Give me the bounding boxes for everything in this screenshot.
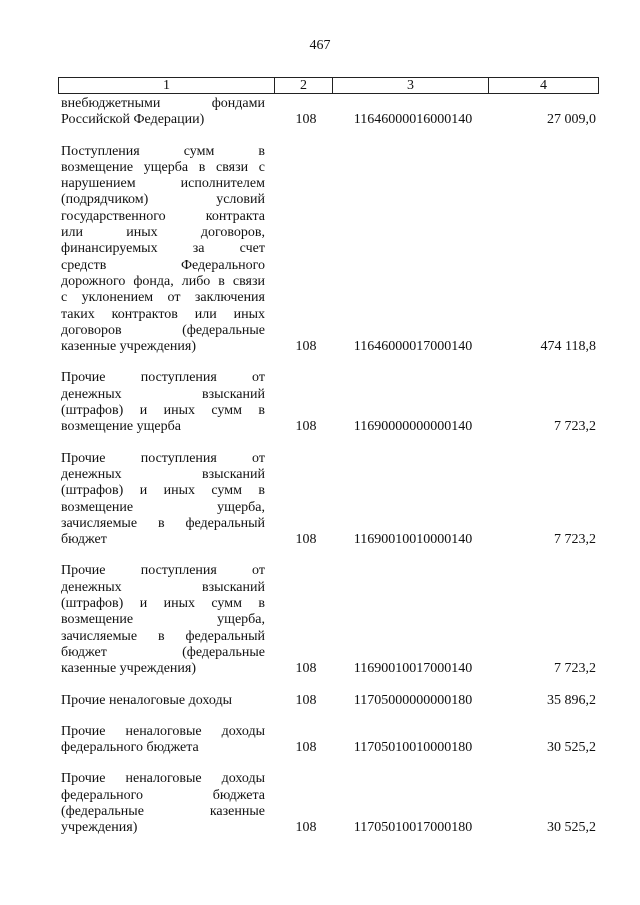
description-line: возмещение ущерба, xyxy=(61,612,265,628)
description-line: денежных взысканий xyxy=(61,579,265,595)
table-row xyxy=(58,144,599,356)
description-line: Прочие поступления от xyxy=(61,450,265,466)
row-description xyxy=(61,144,265,356)
description-line: Прочие поступления от xyxy=(61,370,265,386)
description-line: Российской Федерации) xyxy=(61,112,205,128)
description-line: зачисляемые в федеральный xyxy=(61,628,265,644)
row-kbk: 11705010010000180 xyxy=(353,740,473,756)
row-code: 108 xyxy=(295,532,317,548)
row-amount: 474 118,8 xyxy=(540,339,596,355)
description-line: федерального бюджета xyxy=(61,740,199,756)
row-amount: 7 723,2 xyxy=(554,661,596,677)
table-row xyxy=(58,451,599,549)
row-description xyxy=(61,724,265,757)
table-body xyxy=(58,96,599,852)
table-row xyxy=(58,771,599,836)
row-code: 108 xyxy=(295,339,317,355)
description-line: (подрядчиком) условий xyxy=(61,192,265,208)
row-amount: 30 525,2 xyxy=(547,740,596,756)
row-amount: 35 896,2 xyxy=(547,692,596,708)
description-line: средств Федерального xyxy=(61,257,265,273)
description-line: договоров (федеральные xyxy=(61,322,265,338)
header-col-4: 4 xyxy=(540,77,547,93)
row-kbk: 11705010017000180 xyxy=(353,820,473,836)
description-line: с уклонением от заключения xyxy=(61,290,265,306)
row-code: 108 xyxy=(295,661,317,677)
row-amount: 27 009,0 xyxy=(547,112,596,128)
row-amount: 30 525,2 xyxy=(547,820,596,836)
description-line: государственного контракта xyxy=(61,208,265,224)
row-code: 108 xyxy=(295,740,317,756)
row-kbk: 11646000017000140 xyxy=(353,339,473,355)
description-line: учреждения) xyxy=(61,820,138,836)
row-amount: 7 723,2 xyxy=(554,532,596,548)
description-line: нарушением исполнителем xyxy=(61,176,265,192)
row-kbk: 11690000000000140 xyxy=(353,419,473,435)
row-amount: 7 723,2 xyxy=(554,419,596,435)
description-line: федерального бюджета xyxy=(61,787,265,803)
description-line: Прочие поступления от xyxy=(61,563,265,579)
row-description xyxy=(61,370,265,435)
row-kbk: 11690010017000140 xyxy=(353,661,473,677)
row-description xyxy=(61,96,265,129)
table-row xyxy=(58,563,599,677)
table-row xyxy=(58,724,599,757)
table-row xyxy=(58,96,599,129)
description-line: (федеральные казенные xyxy=(61,803,265,819)
description-line: казенные учреждения) xyxy=(61,339,197,355)
header-col-2: 2 xyxy=(275,78,333,93)
description-line: бюджет xyxy=(61,532,107,548)
description-line: возмещение ущерба, xyxy=(61,499,265,515)
description-line: денежных взысканий xyxy=(61,386,265,402)
row-code: 108 xyxy=(295,820,317,836)
description-line: дорожного фонда, либо в связи xyxy=(61,273,265,289)
description-line: Прочие неналоговые доходы xyxy=(61,692,233,708)
description-line: возмещение ущерба в связи с xyxy=(61,159,265,175)
description-line: бюджет (федеральные xyxy=(61,644,265,660)
row-kbk: 11690010010000140 xyxy=(353,532,473,548)
row-description xyxy=(61,771,265,836)
row-code: 108 xyxy=(295,112,317,128)
description-line: (штрафов) и иных сумм в xyxy=(61,596,265,612)
description-line: зачисляемые в федеральный xyxy=(61,515,265,531)
row-kbk: 11646000016000140 xyxy=(353,112,473,128)
description-line: денежных взысканий xyxy=(61,466,265,482)
description-line: Прочие неналоговые доходы xyxy=(61,771,265,787)
description-line: или иных договоров, xyxy=(61,225,265,241)
table-row xyxy=(58,370,599,435)
description-line: Прочие неналоговые доходы xyxy=(61,723,265,739)
table-header xyxy=(58,77,599,94)
row-code: 108 xyxy=(295,692,317,708)
table-row xyxy=(58,693,599,709)
row-kbk: 11705000000000180 xyxy=(353,692,473,708)
row-description xyxy=(61,693,265,709)
description-line: таких контрактов или иных xyxy=(61,306,265,322)
description-line: внебюджетными фондами xyxy=(61,96,265,111)
description-line: (штрафов) и иных сумм в xyxy=(61,403,265,419)
description-line: Поступления сумм в xyxy=(61,143,265,159)
description-line: возмещение ущерба xyxy=(61,419,181,435)
description-line: (штрафов) и иных сумм в xyxy=(61,483,265,499)
description-line: финансируемых за счет xyxy=(61,241,265,257)
page-number: 467 xyxy=(309,38,331,53)
description-line: казенные учреждения) xyxy=(61,661,197,677)
header-col-1: 1 xyxy=(59,78,275,93)
row-description xyxy=(61,563,265,677)
header-col-3: 3 xyxy=(333,78,489,93)
row-description xyxy=(61,451,265,549)
row-code: 108 xyxy=(295,419,317,435)
